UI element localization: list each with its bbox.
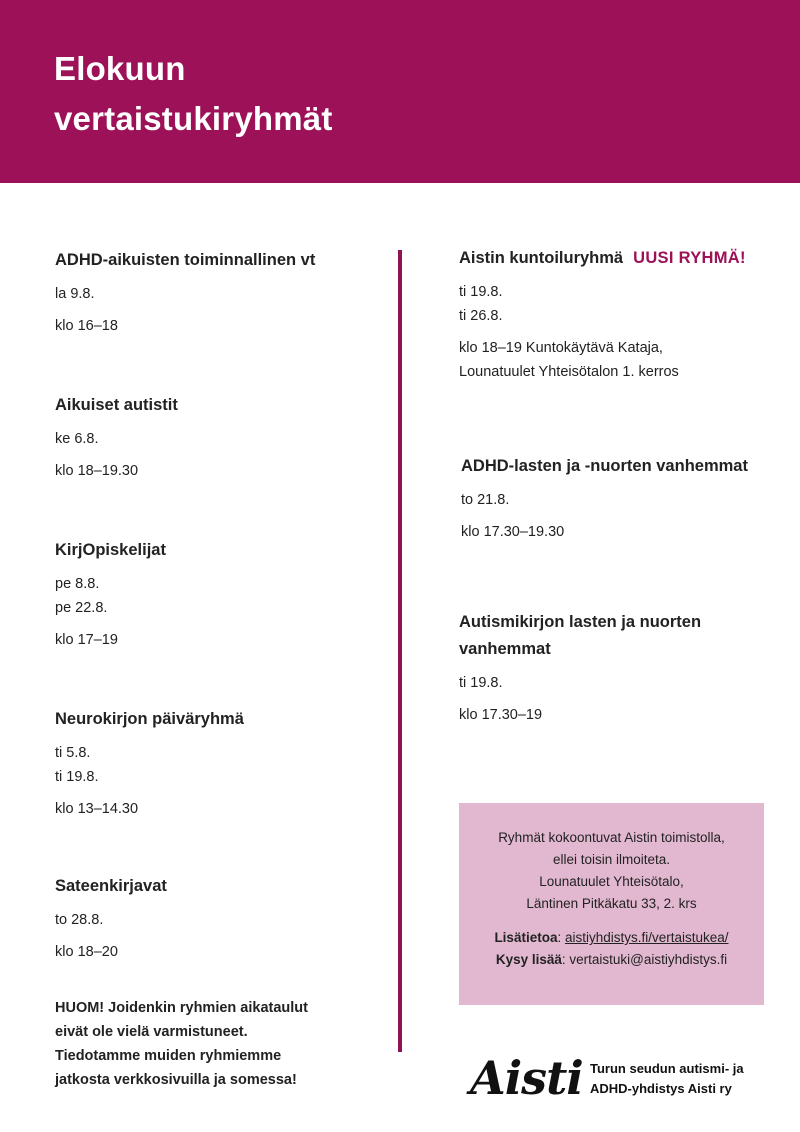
organization-name <box>590 1059 790 1099</box>
info-website-row: Lisätietoa: aistiyhdistys.fi/vertaistukea/ <box>494 930 729 945</box>
group-neurokirjon-paivaryhma <box>55 706 244 821</box>
group-autismikirjon-vanhemmat <box>459 609 701 727</box>
group-adhd-aikuisten <box>55 247 315 338</box>
notice-text <box>55 996 355 1092</box>
info-box <box>459 803 764 1005</box>
group-date: pe 8.8. <box>55 576 100 592</box>
info-line: ellei toisin ilmoiteta. <box>552 852 671 867</box>
ask-label: Kysy lisää <box>495 952 562 967</box>
notice-line: jatkosta verkkosivuilla ja somessa! <box>55 1072 297 1088</box>
group-title: KirjOpiskelijat <box>55 541 166 559</box>
group-title-line: vanhemmat <box>459 640 551 658</box>
info-line: Lounatuulet Yhteisötalo, <box>539 874 684 889</box>
new-group-badge: UUSI RYHMÄ! <box>633 249 746 267</box>
info-email-row: Kysy lisää: vertaistuki@aistiyhdistys.fi <box>495 952 728 967</box>
group-adhd-lasten-vanhemmat <box>461 453 748 544</box>
group-title: Sateenkirjavat <box>55 877 167 895</box>
page-title-line1: Elokuun <box>54 50 186 87</box>
group-time: klo 18–19.30 <box>55 463 139 479</box>
org-line: ADHD-yhdistys Aisti ry <box>590 1081 732 1096</box>
group-title <box>459 609 701 663</box>
group-time: klo 16–18 <box>55 318 118 334</box>
org-line: Turun seudun autismi- ja <box>590 1061 744 1076</box>
group-date: la 9.8. <box>55 286 95 302</box>
group-date: to 21.8. <box>461 492 510 508</box>
group-title: Aistin kuntoiluryhmä <box>459 249 624 267</box>
email-link[interactable]: vertaistuki@aistiyhdistys.fi <box>569 952 728 967</box>
group-time: klo 18–19 Kuntokäytävä Kataja, <box>459 340 663 356</box>
notice-line: eivät ole vielä varmistuneet. <box>55 1024 248 1040</box>
group-time: klo 17.30–19 <box>459 707 543 723</box>
group-time: klo 17.30–19.30 <box>461 524 565 540</box>
info-label: Lisätietoa <box>494 930 558 945</box>
info-line: Ryhmät kokoontuvat Aistin toimistolla, <box>498 830 725 845</box>
group-time: klo 13–14.30 <box>55 801 139 817</box>
group-date: pe 22.8. <box>55 600 108 616</box>
group-date: ti 26.8. <box>459 308 503 324</box>
group-title-line: Autismikirjon lasten ja nuorten <box>459 613 702 631</box>
group-date: ti 5.8. <box>55 745 91 761</box>
group-date: to 28.8. <box>55 912 104 928</box>
group-kirjopiskelijat <box>55 537 166 652</box>
group-title: ADHD-lasten ja -nuorten vanhemmat <box>461 457 748 475</box>
group-kuntoiluryhma <box>459 245 746 384</box>
column-divider <box>398 250 402 1052</box>
notice-line: HUOM! Joidenkin ryhmien aikataulut <box>55 1000 308 1016</box>
group-time: klo 18–20 <box>55 944 118 960</box>
aisti-logo: Aisti <box>470 1051 583 1105</box>
group-aikuiset-autistit <box>55 392 178 483</box>
page-title-line2: vertaistukiryhmät <box>54 100 333 137</box>
group-title: Neurokirjon päiväryhmä <box>55 710 244 728</box>
notice-line: Tiedotamme muiden ryhmiemme <box>55 1048 282 1064</box>
website-link[interactable]: aistiyhdistys.fi/vertaistukea/ <box>564 930 729 945</box>
group-time: klo 17–19 <box>55 632 118 648</box>
group-title-row <box>459 245 746 272</box>
info-line: Läntinen Pitkäkatu 33, 2. krs <box>526 896 697 911</box>
group-date: ke 6.8. <box>55 431 99 447</box>
header-banner <box>0 0 800 183</box>
page-title <box>54 44 333 144</box>
group-date: ti 19.8. <box>459 284 503 300</box>
group-sateenkirjavat <box>55 873 167 964</box>
group-date: ti 19.8. <box>55 769 99 785</box>
group-title: ADHD-aikuisten toiminnallinen vt <box>55 251 316 269</box>
group-date: ti 19.8. <box>459 675 503 691</box>
group-title: Aikuiset autistit <box>55 396 178 414</box>
group-location: Lounatuulet Yhteisötalon 1. kerros <box>459 364 679 380</box>
